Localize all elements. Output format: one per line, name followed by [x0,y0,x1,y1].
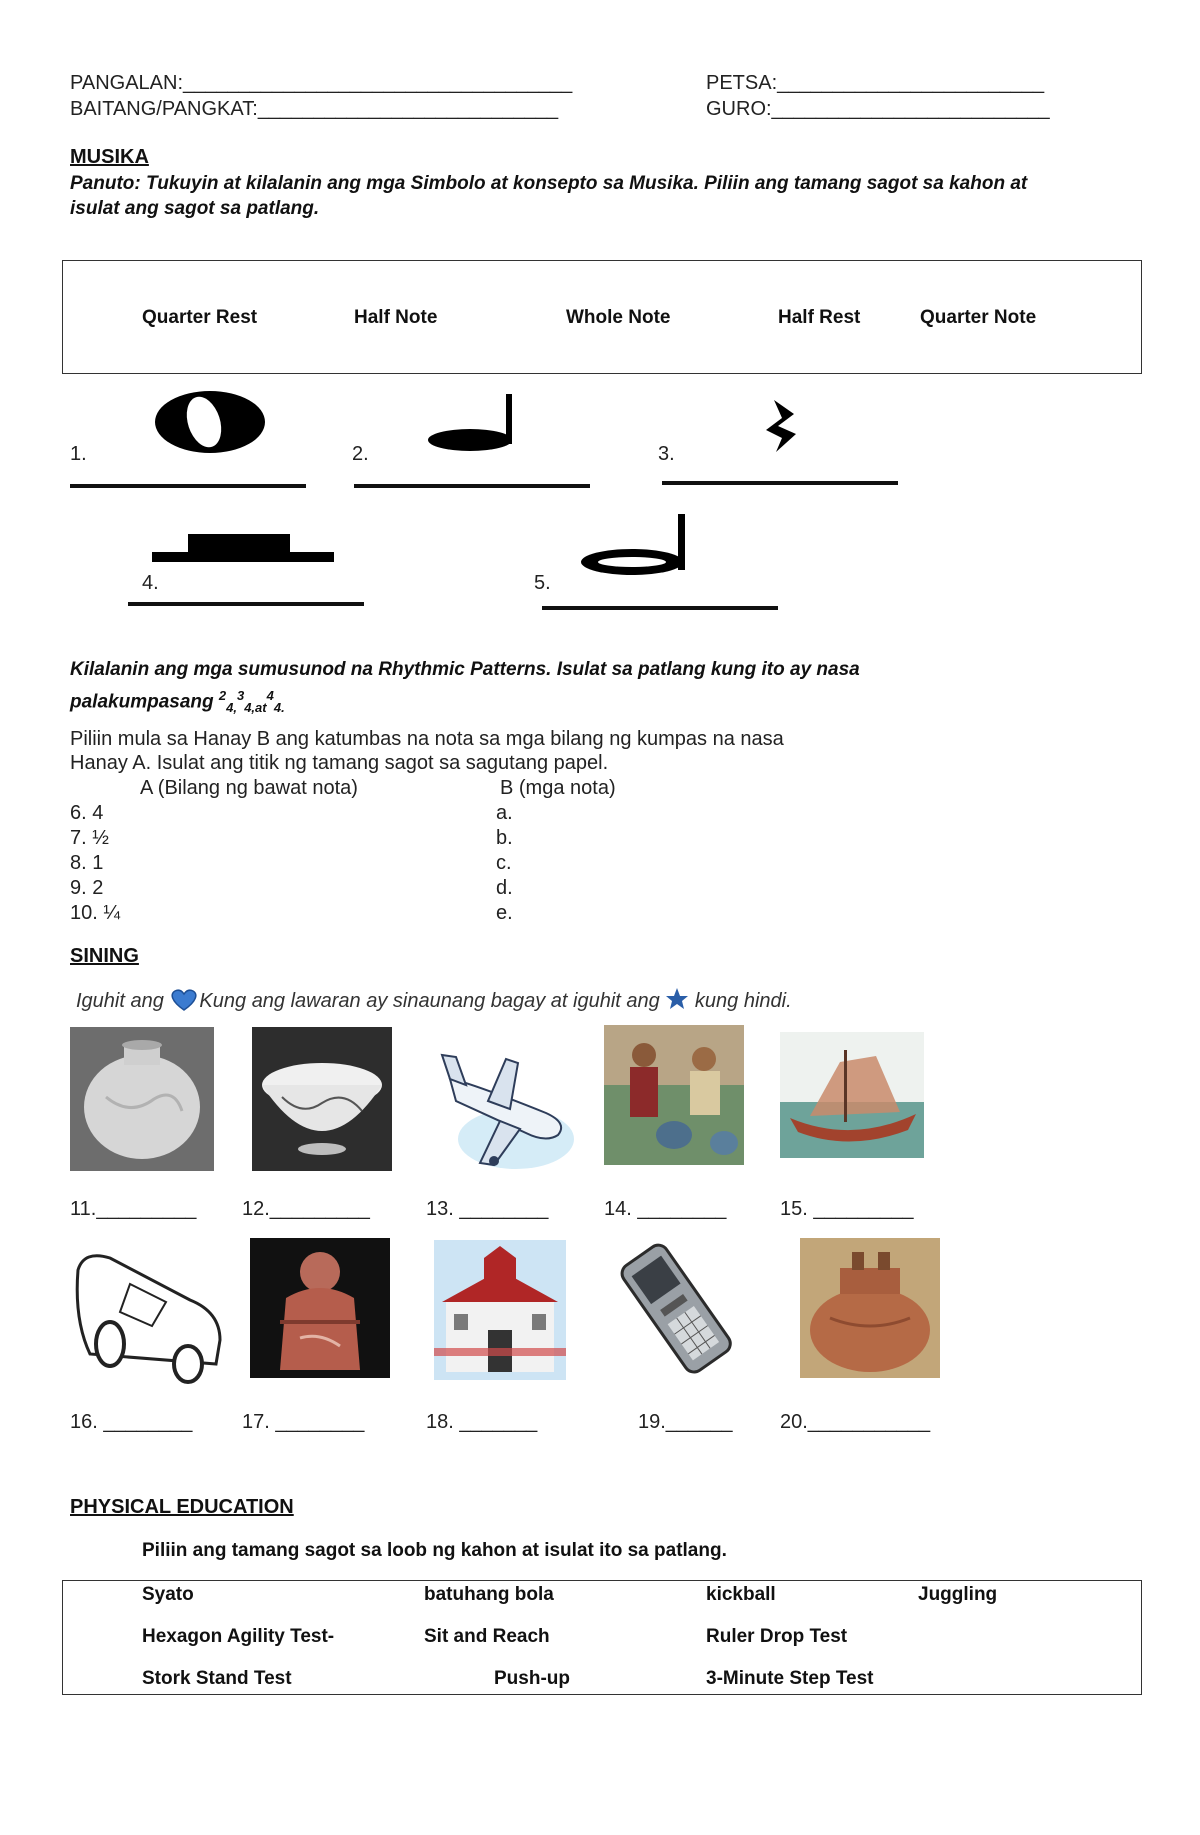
musika-instruction: Panuto: Tukuyin at kilalanin ang mga Simbolo at konsepto sa Musika. Piliin ang tamang sagot sa kahon at isulat ang sagot sa patlang. [70,173,1028,219]
pe-choice: 3-Minute Step Test [706,1668,874,1689]
choice-quarter-note: Quarter Note [920,307,1037,328]
choice-half-rest: Half Rest [778,307,861,328]
sining-instr-part: Kung ang lawaran ay sinaunang bagay at iguhit ang [199,990,660,1012]
item-2-label: 2. [352,443,369,465]
sining-instruction [76,987,792,1013]
answer-blank-13[interactable]: 13. ________ [426,1198,549,1220]
answer-line-4[interactable] [128,602,364,606]
col-b-item: e. [496,902,513,924]
historical-people-image [604,1025,744,1165]
pe-choice: batuhang bola [424,1584,554,1605]
pe-choice: Stork Stand Test [142,1668,292,1689]
teacher-field[interactable]: GURO:_________________________ [706,98,1050,120]
pe-choice: Juggling [918,1584,998,1605]
col-a-item: 8. 1 [70,852,104,874]
choice-quarter-rest: Quarter Rest [142,307,258,328]
ancient-figure-jar-image [250,1238,390,1378]
ancient-pot-image [800,1238,940,1378]
time-signatures-line [70,683,285,720]
item-5-label: 5. [534,572,551,594]
heart-icon [169,988,199,1012]
cellphone-image [610,1238,744,1378]
ancient-bowl-image [252,1027,392,1171]
airplane-image [436,1041,574,1181]
pe-choice: Ruler Drop Test [706,1626,848,1647]
boat-image [780,1032,924,1158]
item-3-label: 3. [658,443,675,465]
answer-blank-20[interactable]: 20.___________ [780,1411,931,1433]
col-a-item: 7. ½ [70,827,109,849]
quarter-rest-icon [760,398,806,454]
column-b-header: B (mga nota) [500,777,616,799]
pe-choice: Syato [142,1584,194,1605]
col-a-item: 9. 2 [70,877,104,899]
ts-bottom: 4,at [244,700,267,716]
pe-choice: Push-up [494,1668,570,1689]
grade-section-field[interactable]: BAITANG/PANGKAT:___________________________ [70,98,559,120]
pe-choice: Sit and Reach [424,1626,550,1647]
pe-choice: Hexagon Agility Test- [142,1626,335,1647]
half-note-icon [578,512,690,578]
rhythm-instruction-cont: palakumpasang [70,691,214,713]
column-a-header: A (Bilang ng bawat nota) [140,777,358,799]
answer-blank-11[interactable]: 11._________ [70,1198,197,1220]
col-b-item: c. [496,852,512,874]
ts-bottom: 4, [226,700,237,716]
rhythm-instruction: Kilalanin ang mga sumusunod na Rhythmic Patterns. Isulat sa patlang kung ito ay nasa [70,659,860,680]
answer-line-2[interactable] [354,484,590,488]
answer-line-5[interactable] [542,606,778,610]
answer-blank-17[interactable]: 17. ________ [242,1411,365,1433]
toy-car-image [70,1240,228,1386]
ancient-jar-image [70,1027,214,1171]
sining-instr-part: Iguhit ang [76,990,164,1012]
name-field[interactable]: PANGALAN:___________________________________ [70,72,573,94]
musika-title: MUSIKA [70,146,149,168]
ts-top: 3 [236,688,245,703]
pe-instruction: Piliin ang tamang sagot sa loob ng kahon at isulat ito sa patlang. [142,1540,727,1561]
date-field[interactable]: PETSA:________________________ [706,72,1045,94]
building-image [434,1240,566,1380]
match-instruction: Piliin mula sa Hanay B ang katumbas na nota sa mga bilang ng kumpas na nasa [70,728,784,750]
sining-title: SINING [70,945,139,967]
half-rest-icon [150,532,336,566]
sining-instr-part: kung hindi. [694,990,792,1012]
choice-half-note: Half Note [354,307,438,328]
answer-blank-14[interactable]: 14. ________ [604,1198,727,1220]
choice-whole-note: Whole Note [566,307,671,328]
pe-title: PHYSICAL EDUCATION [70,1496,294,1518]
star-icon [665,987,689,1011]
pe-choice: kickball [706,1584,776,1605]
answer-blank-16[interactable]: 16. ________ [70,1411,193,1433]
col-b-item: b. [496,827,513,849]
answer-blank-15[interactable]: 15. _________ [780,1198,914,1220]
item-4-label: 4. [142,572,159,594]
ts-bottom: 4. [273,700,285,716]
half-note-icon [426,392,516,452]
ts-top: 4 [266,688,274,703]
col-b-item: d. [496,877,513,899]
col-a-item: 10. ¼ [70,902,121,924]
answer-blank-18[interactable]: 18. _______ [426,1411,538,1433]
answer-line-1[interactable] [70,484,306,488]
ts-top: 2 [218,688,227,703]
answer-line-3[interactable] [662,481,898,485]
answer-blank-12[interactable]: 12._________ [242,1198,370,1220]
whole-note-icon [152,388,268,456]
col-a-item: 6. 4 [70,802,104,824]
col-b-item: a. [496,802,513,824]
match-instruction-cont: Hanay A. Isulat ang titik ng tamang sagot sa sagutang papel. [70,752,609,774]
answer-blank-19[interactable]: 19.______ [638,1411,733,1433]
item-1-label: 1. [70,443,87,465]
